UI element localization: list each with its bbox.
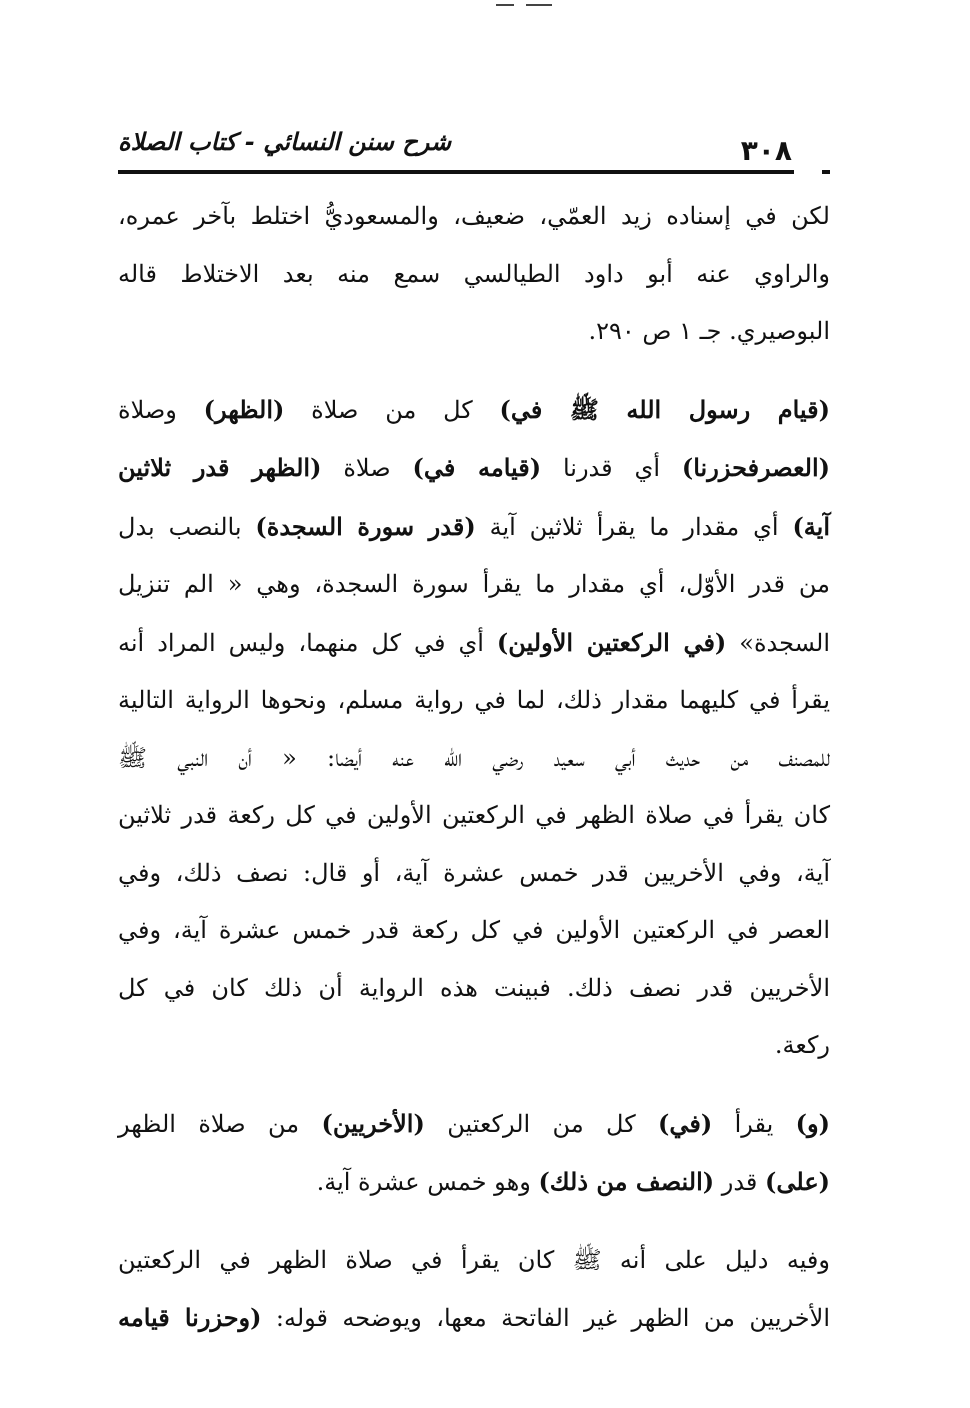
- commentary-text: من صلاة الظهر: [118, 1109, 322, 1138]
- paragraph-commentary: [118, 381, 830, 1075]
- text-line: من قدر الأوّل، أي مقدار ما يقرأ سورة السجدة، وهي « الم تنزيل: [118, 570, 830, 598]
- running-title: شرح سنن النسائي - كتاب الصلاة: [118, 128, 452, 156]
- commentary-text: أي قدرنا: [541, 454, 682, 482]
- text-line: [118, 1095, 830, 1154]
- text-line: ركعة.: [774, 1031, 830, 1059]
- hadith-text: (قيامه في): [412, 453, 542, 482]
- paragraph-commentary: [118, 1095, 830, 1212]
- commentary-text: وصلاة: [118, 395, 204, 424]
- text-line: والراوي عنه أبو داود الطيالسي سمع منه بعد الاختلاط قاله: [118, 259, 831, 288]
- text-line: [118, 614, 830, 673]
- hadith-text: (الظهر قدر ثلاثين: [118, 453, 322, 482]
- text-line: وفيه دليل على أنه ﷺ كان يقرأ في صلاة الظهر في الركعتين: [118, 1245, 830, 1274]
- header-rule-gap: [794, 166, 822, 176]
- commentary-text: بالنصب بدل: [118, 512, 256, 541]
- text-line: الأخريين قدر نصف ذلك. فبينت هذه الرواية أن ذلك كان في كل: [118, 973, 830, 1002]
- text-line: [118, 1289, 830, 1348]
- text-line: البوصيري. جـ ١ ص ٢٩٠.: [588, 317, 830, 345]
- commentary-text: يقرأ: [712, 1109, 796, 1138]
- page-body: [118, 188, 830, 1348]
- paragraph-footnote-continuation: [118, 188, 830, 361]
- top-mark: [526, 4, 552, 6]
- commentary-text: كل من الركعتين: [424, 1109, 659, 1138]
- text-line: [118, 439, 830, 498]
- text-line: آية، وفي الأخريين قدر خمس عشرة آية، أو قال: نصف ذلك، وفي: [118, 858, 830, 887]
- hadith-text: (العصرفحزرنا): [681, 453, 831, 482]
- hadith-text: (النصف من ذلك): [538, 1167, 715, 1196]
- commentary-text: أي في كل منهما، وليس المراد أنه: [118, 628, 497, 657]
- commentary-text: الأخريين من الظهر غير الفاتحة معها، ويوضحه قوله:: [261, 1304, 830, 1332]
- hadith-text: (على): [765, 1167, 830, 1196]
- text-line: للمصنف من حديث أبي سعيد رضي الله عنه أيضا: « أن النبي ﷺ: [118, 743, 830, 772]
- text-line: لكن في إسناده زيد العمّي، ضعيف، والمسعوديُّ اختلط بآخر عمره،: [118, 202, 830, 230]
- commentary-text: وهو خمس عشرة آية.: [316, 1168, 539, 1196]
- commentary-text: السجدة»: [726, 628, 831, 657]
- top-edge-marks: [492, 2, 562, 8]
- commentary-text: أي مقدار ما يقرأ ثلاثين آية: [475, 512, 793, 541]
- page-number: ٣٠٨: [740, 134, 792, 167]
- hadith-text: (في): [658, 1108, 713, 1138]
- text-line: يقرأ في كليهما مقدار ذلك، لما في رواية مسلم، ونحوها الرواية التالية: [118, 686, 830, 714]
- text-line: [118, 381, 830, 440]
- commentary-text: كل من صلاة: [284, 395, 500, 424]
- text-line: [118, 498, 830, 557]
- text-line: العصر في الركعتين الأولين في كل ركعة قدر خمس عشرة آية، وفي: [118, 916, 830, 944]
- hadith-text: (و): [795, 1108, 830, 1138]
- top-mark: [496, 4, 514, 6]
- paragraph-commentary: [118, 1232, 830, 1348]
- hadith-text: (الظهر): [203, 394, 285, 424]
- hadith-text: (قدر سورة السجدة): [255, 511, 476, 541]
- text-line: كان يقرأ في صلاة الظهر في الركعتين الأولين في كل ركعة قدر ثلاثين: [118, 801, 830, 829]
- hadith-text: (وحزرنا قيامه: [118, 1303, 262, 1332]
- hadith-text: (قيام رسول الله ﷺ في): [499, 394, 830, 424]
- header-rule: [118, 170, 830, 174]
- hadith-text: (الأخريين): [321, 1108, 425, 1138]
- commentary-text: قدر: [714, 1168, 766, 1196]
- text-line: [118, 1153, 830, 1212]
- hadith-text: (في الركعتين الأولين): [496, 627, 727, 657]
- page-header: [118, 118, 830, 178]
- hadith-text: آية): [792, 511, 831, 541]
- commentary-text: صلاة: [321, 454, 413, 482]
